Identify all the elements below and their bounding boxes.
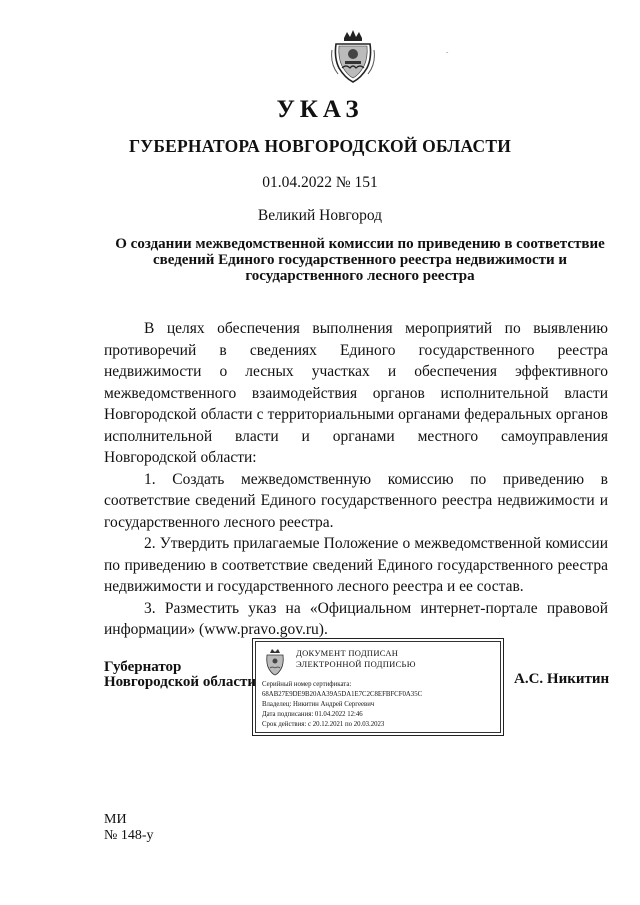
document-subtitle: ГУБЕРНАТОРА НОВГОРОДСКОЙ ОБЛАСТИ xyxy=(128,136,512,156)
cert-validity: Срок действия: с 20.12.2021 по 20.03.2023 xyxy=(262,721,385,728)
preamble-paragraph: В целях обеспечения выполнения мероприятий по выявлению противоречий в сведениях Единого государственного реестра недвижимости о лесных участках и обеспечения эффективного межведомственного взаимодействия органов исполнительной власти Новгородской области с территориальными органами федеральных органов исполнительной власти и органами местного самоуправления Новгородской области: xyxy=(104,320,608,466)
subject-line: сведений Единого государственного реестра недвижимости и xyxy=(152,252,568,268)
stamp-heading xyxy=(296,648,416,670)
electronic-signature-stamp xyxy=(252,638,504,736)
margin-mark: - xyxy=(446,48,449,56)
subject-line: государственного лесного реестра xyxy=(245,268,475,284)
coat-of-arms-emblem xyxy=(330,28,376,84)
registration-number: № 148-у xyxy=(104,828,154,843)
signer-name: А.С. Никитин xyxy=(514,671,610,687)
document-date: 01.04.2022 xyxy=(262,174,332,191)
clause-3-paragraph: 3. Разместить указ на «Официальном интернет-портале правовой информации» (www.pravo.gov.ru). xyxy=(104,599,608,638)
stamp-emblem-icon xyxy=(264,648,286,676)
date-number-line xyxy=(0,174,640,192)
certificate-details xyxy=(262,680,422,730)
document-body xyxy=(104,318,608,641)
city-name: Великий Новгород xyxy=(257,207,383,224)
position-line: Новгородской области xyxy=(104,674,257,690)
document-title: УКАЗ xyxy=(276,96,364,123)
footer-notes xyxy=(104,812,154,844)
stamp-heading-line: ЭЛЕКТРОННОЙ ПОДПИСЬЮ xyxy=(296,659,416,669)
position-line: Губернатор xyxy=(104,659,182,675)
cert-label: Серийный номер сертификата: xyxy=(262,681,352,688)
signatory-position xyxy=(104,660,256,690)
document-number: 151 xyxy=(354,174,378,191)
subject-line: О создании межведомственной комиссии по приведению в соответствие xyxy=(115,236,605,252)
clause-2-paragraph: 2. Утвердить прилагаемые Положение о межведомственной комиссии по приведению в соответствие сведений Единого государственного реестра недвижимости и государственного лесного реестра и ее состав. xyxy=(104,535,608,595)
clause-1-paragraph: 1. Создать межведомственную комиссию по приведению в соответствие сведений Единого государственного реестра недвижимости и государственного лесного реестра. xyxy=(104,470,608,531)
document-subject xyxy=(100,236,620,284)
stamp-heading-line: ДОКУМЕНТ ПОДПИСАН xyxy=(296,648,399,658)
signed-date: Дата подписания: 01.04.2022 12:46 xyxy=(262,711,363,718)
executor-initials: МИ xyxy=(104,812,127,827)
cert-serial: 68AB27E9DE9B20AA39A5DA1E7C2C8EFBFCF0A35C xyxy=(262,691,423,698)
cert-owner: Владелец: Никитин Андрей Сергеевич xyxy=(262,701,375,708)
number-label: № xyxy=(335,174,351,191)
